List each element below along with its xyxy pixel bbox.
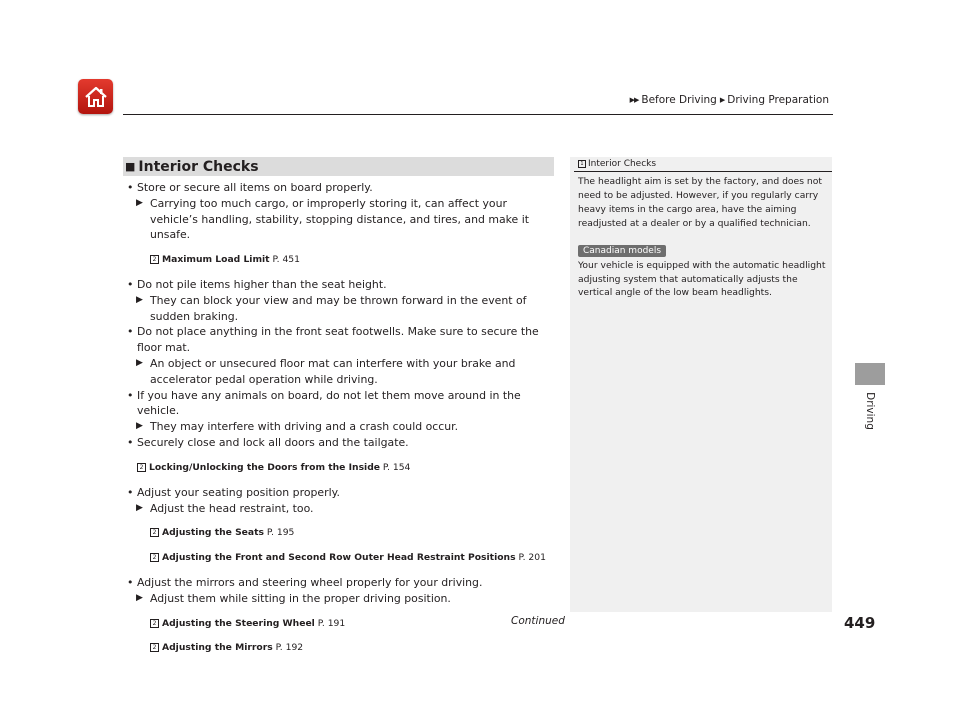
triangle-icon: ▶ <box>136 502 143 513</box>
bullet-item: • Store or secure all items on board properly. <box>127 180 557 196</box>
header-divider <box>123 114 833 115</box>
bullet-item: • Securely close and lock all doors and the tailgate. <box>127 435 557 451</box>
sub-item-text: They can block your view and may be thrown forward in the event of sudden braking. <box>150 293 527 323</box>
reference-page: P. 192 <box>275 642 304 654</box>
reference-icon: 2 <box>150 528 159 537</box>
sidebar-heading-text: Interior Checks <box>588 159 657 169</box>
reference-title: Adjusting the Seats <box>162 527 264 539</box>
cross-reference[interactable] <box>127 525 557 541</box>
reference-page: P. 451 <box>272 254 300 266</box>
triangle-icon: ▶ <box>136 421 143 432</box>
reference-title: Locking/Unlocking the Doors from the Inside <box>149 462 380 474</box>
reference-title: Adjusting the Steering Wheel <box>162 617 315 629</box>
cross-reference[interactable] <box>127 460 557 476</box>
sub-item-text: Carrying too much cargo, or improperly storing it, can affect your vehicle’s handling, stability, stopping distance, and tires, and make it unsafe. <box>150 196 530 242</box>
cross-reference[interactable] <box>127 640 557 656</box>
sub-item <box>127 293 557 325</box>
reference-title: Adjusting the Front and Second Row Outer Head Restraint Positions <box>162 552 516 564</box>
sub-item <box>127 591 557 607</box>
reference-icon: 2 <box>137 463 146 472</box>
reference-page: P. 195 <box>266 527 295 539</box>
home-button[interactable] <box>78 79 113 114</box>
breadcrumb <box>630 94 832 106</box>
bullet-item: • If you have any animals on board, do not let them move around in the vehicle. <box>127 388 557 420</box>
reference-page: P. 154 <box>382 462 411 474</box>
model-badge: Canadian models <box>578 245 666 257</box>
section-heading <box>123 157 554 176</box>
bullet-item: • Do not place anything in the front seat footwells. Make sure to secure the floor mat. <box>127 324 557 356</box>
reference-icon: 2 <box>150 255 159 264</box>
page-number: 449 <box>844 614 876 632</box>
sub-item-text: They may interfere with driving and a crash could occur. <box>150 420 459 434</box>
square-bullet-icon: ■ <box>125 160 136 173</box>
sub-item <box>127 419 557 435</box>
sidebar-text: Your vehicle is equipped with the automatic headlight adjusting system that automatically adjusts the vertical angle of the low beam headlights. <box>578 259 826 299</box>
reference-title: Maximum Load Limit <box>162 254 270 266</box>
sub-item <box>127 501 557 517</box>
reference-icon: 2 <box>150 643 159 652</box>
triangle-icon: ▶ <box>136 592 143 603</box>
reference-page: P. 201 <box>518 552 546 564</box>
bullet-item: • Do not pile items higher than the seat height. <box>127 277 557 293</box>
note-number-icon: 1 <box>578 160 586 168</box>
reference-icon: 2 <box>150 553 159 562</box>
sidebar-heading <box>570 157 832 169</box>
home-icon <box>83 84 109 110</box>
chapter-tab-label: Driving <box>864 392 876 430</box>
bullet-item: • Adjust your seating position properly. <box>127 485 557 501</box>
sub-item-text: Adjust them while sitting in the proper driving position. <box>150 591 451 605</box>
main-content <box>127 180 557 665</box>
triangle-icon: ▶ <box>136 197 143 208</box>
triangle-icon: ▶ <box>136 294 143 305</box>
cross-reference[interactable] <box>127 616 557 632</box>
reference-icon: 2 <box>150 619 159 628</box>
sidebar-text: The headlight aim is set by the factory, and does not need to be adjusted. However, if you regularly carry heavy items in the cargo area, have the aiming readjusted at a dealer or by a qualified technician. <box>578 176 822 229</box>
reference-page: P. 191 <box>317 617 346 629</box>
sidebar-note <box>570 157 832 612</box>
cross-reference[interactable] <box>127 550 557 566</box>
reference-title: Adjusting the Mirrors <box>162 642 273 654</box>
breadcrumb-arrow-icon: ▶▶ <box>629 96 639 104</box>
breadcrumb-item-driving-preparation[interactable]: Driving Preparation <box>727 94 829 106</box>
cross-reference[interactable] <box>127 252 557 268</box>
breadcrumb-item-before-driving[interactable]: Before Driving <box>641 94 717 106</box>
breadcrumb-arrow-icon: ▶ <box>719 96 725 104</box>
continued-label: Continued <box>511 615 565 627</box>
sub-item <box>127 196 557 243</box>
sub-item <box>127 356 557 388</box>
bullet-item: • Adjust the mirrors and steering wheel properly for your driving. <box>127 575 557 591</box>
sub-item-text: Adjust the head restraint, too. <box>150 501 314 515</box>
triangle-icon: ▶ <box>136 358 143 369</box>
section-title: Interior Checks <box>138 158 259 175</box>
sub-item-text: An object or unsecured floor mat can interfere with your brake and accelerator pedal operation while driving. <box>150 357 516 386</box>
